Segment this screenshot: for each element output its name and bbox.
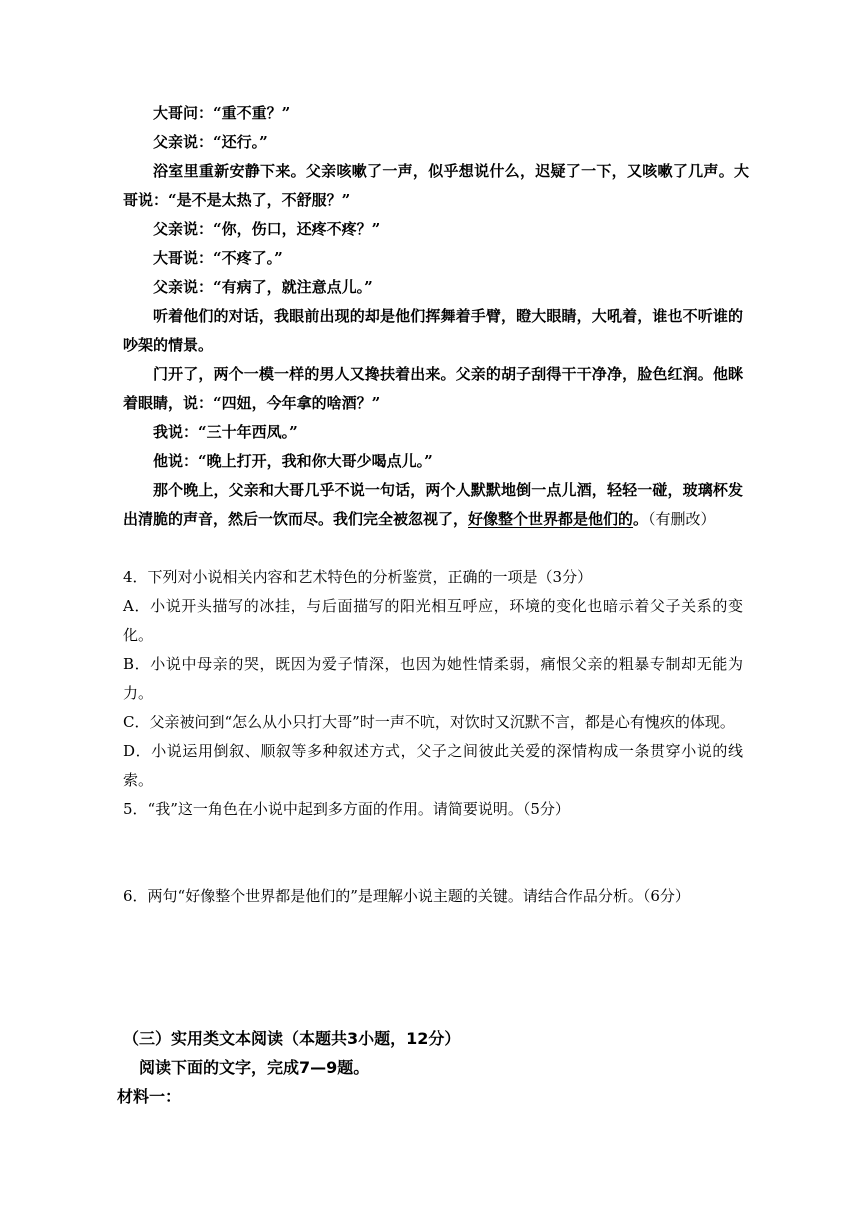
edit-note: （有删改） — [648, 510, 716, 528]
story-paragraph: 他说：“晚上打开，我和你大哥少喝点儿。” — [153, 452, 433, 470]
story-paragraph-final — [123, 476, 743, 534]
story-paragraph: 听着他们的对话，我眼前出现的却是他们挥舞着手臂，瞪大眼睛，大吼着，谁也不听谁的吵架的情景。 — [123, 307, 743, 354]
story-paragraph: 大哥问：“重不重？” — [153, 104, 291, 122]
story-excerpt — [123, 99, 749, 534]
answer-space — [123, 824, 743, 882]
story-paragraph: 父亲说：“你，伤口，还疼不疼？” — [153, 220, 381, 238]
question-5: 5．“我”这一角色在小说中起到多方面的作用。请简要说明。（5分） — [123, 800, 570, 818]
material-label: 材料一： — [117, 1087, 182, 1106]
question-4-option-a: A．小说开头描写的冰挂，与后面描写的阳光相互呼应，环境的变化也暗示着父子关系的变化。 — [123, 597, 743, 644]
section-title: （三）实用类文本阅读（本题共3小题，12分） — [123, 1029, 461, 1048]
story-text: 。 — [633, 510, 649, 528]
section-3 — [117, 1024, 743, 1111]
question-4: 4．下列对小说相关内容和艺术特色的分析鉴赏，正确的一项是（3分） — [123, 568, 593, 586]
question-list — [123, 563, 743, 911]
question-4-option-d: D．小说运用倒叙、顺叙等多种叙述方式，父子之间彼此关爱的深情构成一条贯穿小说的线索。 — [123, 742, 743, 789]
story-paragraph: 父亲说：“有病了，就注意点儿。” — [153, 278, 373, 296]
story-paragraph: 我说：“三十年西凤。” — [153, 423, 298, 441]
question-4-option-c: C．父亲被问到“怎么从小只打大哥”时一声不吭，对饮时又沉默不言，都是心有愧疚的体现。 — [123, 713, 735, 731]
story-paragraph: 大哥说：“不疼了。” — [153, 249, 283, 267]
story-text: 那个晚上，父亲和大哥几乎不说一句话，两个人默默地倒一点儿酒，轻轻一碰，玻璃杯发出清脆的声音，然后一饮而尽。我们完全被忽视了， — [123, 481, 743, 528]
question-4-option-b: B．小说中母亲的哭，既因为爱子情深，也因为她性情柔弱，痛恨父亲的粗暴专制却无能为力。 — [123, 655, 743, 702]
story-paragraph: 浴室里重新安静下来。父亲咳嗽了一声，似乎想说什么，迟疑了一下，又咳嗽了几声。大哥说：“是不是太热了，不舒服？” — [123, 162, 749, 209]
key-sentence-underlined: 好像整个世界都是他们的 — [468, 510, 634, 528]
story-paragraph: 门开了，两个一模一样的男人又搀扶着出来。父亲的胡子刮得干干净净，脸色红润。他眯着眼睛，说：“四妞，今年拿的啥酒？” — [123, 365, 743, 412]
story-paragraph: 父亲说：“还行。” — [153, 133, 268, 151]
section-instruction: 阅读下面的文字，完成7—9题。 — [139, 1058, 370, 1077]
question-6: 6．两句“好像整个世界都是他们的”是理解小说主题的关键。请结合作品分析。（6分） — [123, 887, 690, 905]
